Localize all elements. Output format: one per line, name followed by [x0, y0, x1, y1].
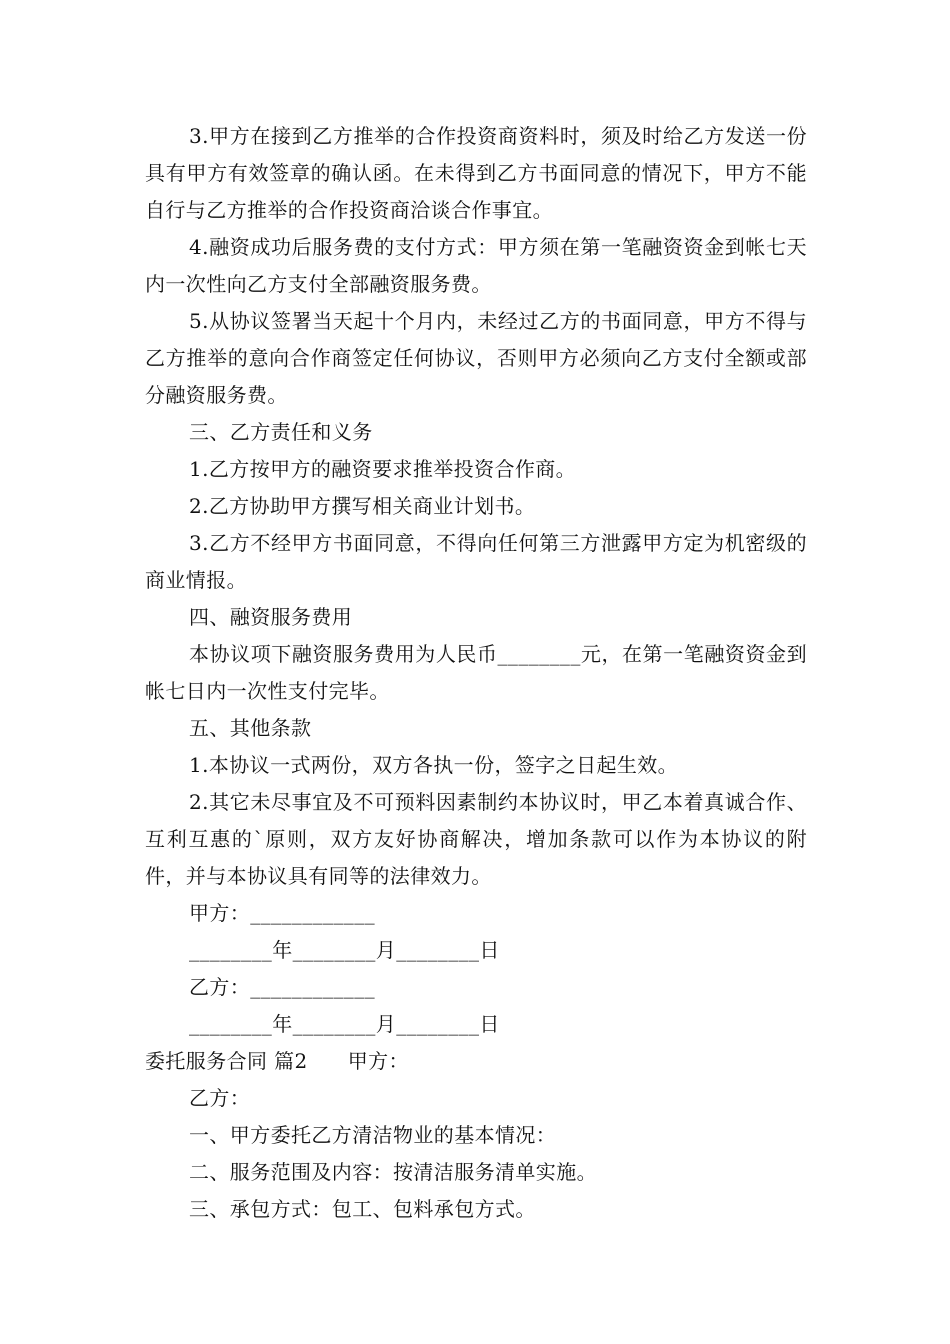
paragraph: 3.乙方不经甲方书面同意，不得向任何第三方泄露甲方定为机密级的商业情报。: [145, 531, 807, 592]
paragraph: 本协议项下融资服务费用为人民币________元，在第一笔融资资金到帐七日内一次性支付完毕。: [145, 642, 807, 703]
paragraph: 4.融资成功后服务费的支付方式：甲方须在第一笔融资资金到帐七天内一次性向乙方支付全部融资服务费。: [145, 235, 807, 296]
paragraph: 三、承包方式：包工、包料承包方式。: [189, 1197, 536, 1221]
paragraph: 二、服务范围及内容：按清洁服务清单实施。: [189, 1160, 597, 1184]
document-body: [145, 118, 807, 1228]
paragraph: 3.甲方在接到乙方推举的合作投资商资料时，须及时给乙方发送一份具有甲方有效签章的确认函。在未得到乙方书面同意的情况下，甲方不能自行与乙方推举的合作投资商洽谈合作事宜。: [145, 124, 807, 222]
contract-title: 委托服务合同 篇2: [145, 1049, 308, 1073]
party-a-label: 甲方：: [347, 1049, 409, 1073]
date-line-party-a: ________年________月________日: [189, 938, 500, 962]
contract-title-line: [145, 1043, 807, 1080]
paragraph: 1.本协议一式两份，双方各执一份，签字之日起生效。: [189, 753, 679, 777]
section-heading: 三、乙方责任和义务: [189, 420, 373, 444]
party-b-label: 乙方：: [189, 1086, 251, 1110]
paragraph: 2.乙方协助甲方撰写相关商业计划书。: [189, 494, 536, 518]
paragraph: 1.乙方按甲方的融资要求推举投资合作商。: [189, 457, 577, 481]
signature-line-party-a: 甲方：____________: [189, 901, 375, 925]
paragraph: 5.从协议签署当天起十个月内，未经过乙方的书面同意，甲方不得与乙方推举的意向合作商签定任何协议，否则甲方必须向乙方支付全额或部分融资服务费。: [145, 309, 807, 407]
date-line-party-b: ________年________月________日: [189, 1012, 500, 1036]
paragraph: 2.其它未尽事宜及不可预料因素制约本协议时，甲乙本着真诚合作、互利互惠的`原则，双方友好协商解决，增加条款可以作为本协议的附件，并与本协议具有同等的法律效力。: [145, 790, 807, 888]
paragraph: 一、甲方委托乙方清洁物业的基本情况：: [189, 1123, 557, 1147]
signature-line-party-b: 乙方：____________: [189, 975, 375, 999]
section-heading: 五、其他条款: [189, 716, 312, 740]
section-heading: 四、融资服务费用: [189, 605, 353, 629]
